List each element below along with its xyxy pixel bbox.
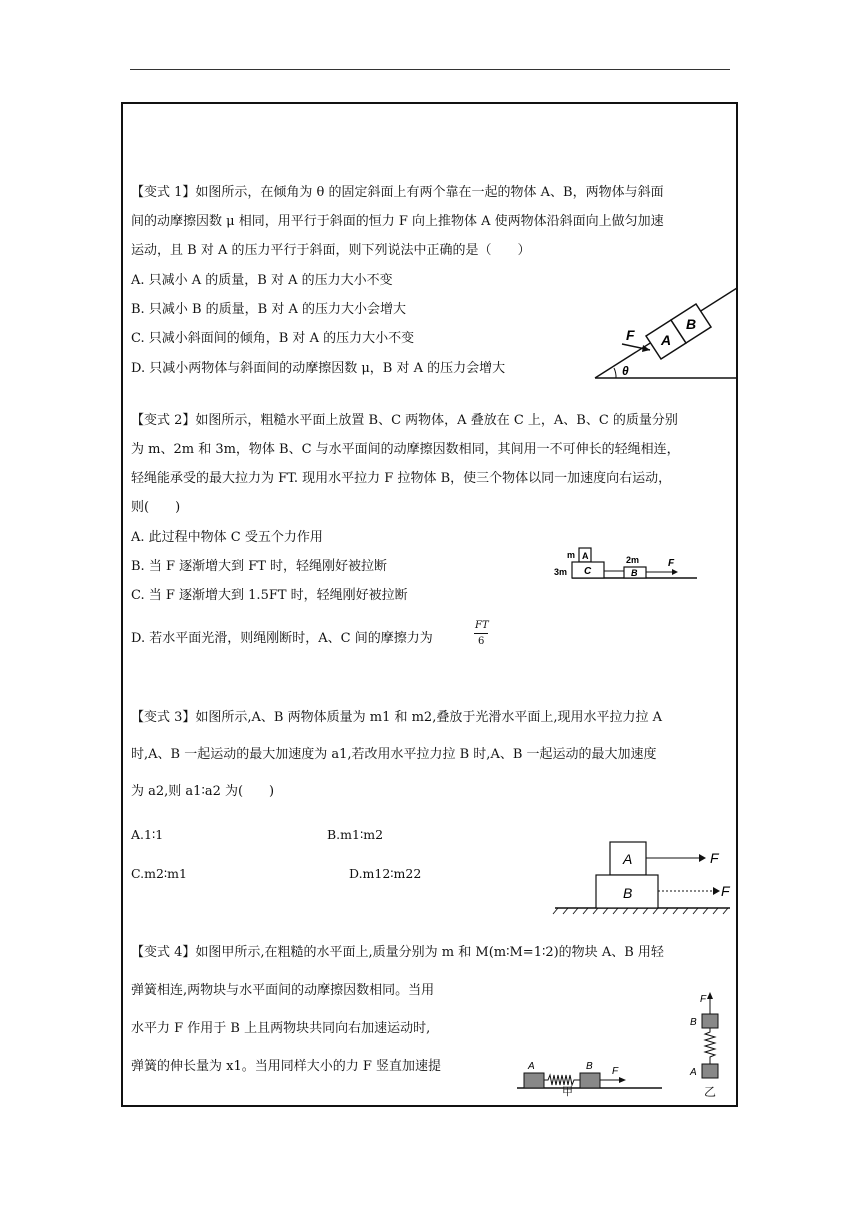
q3-line-3: 为 a2,则 a1∶a2 为( )	[131, 784, 275, 799]
q3-line-2: 时,A、B 一起运动的最大加速度为 a1,若改用水平拉力拉 B 时,A、B 一起运动的最大加速度	[131, 747, 657, 762]
jia-block-b-label: B	[586, 1061, 593, 1072]
force-on-b-label: F	[721, 883, 730, 899]
incline-block-b-label: B	[686, 316, 697, 332]
yi-block-b-label: B	[690, 1017, 697, 1028]
stacked-blocks-figure	[550, 838, 740, 916]
header-rule	[130, 69, 730, 70]
q2-option-d: D. 若水平面光滑，则绳刚断时，A、C 间的摩擦力为	[131, 631, 433, 646]
q1-option-d: D. 只减小两物体与斜面间的动摩擦因数 μ，B 对 A 的压力会增大	[131, 361, 506, 376]
spring-figure-jia	[512, 1052, 682, 1102]
q1-option-b: B. 只减小 B 的质量，B 对 A 的压力大小会增大	[131, 302, 406, 317]
block-a-label: A	[582, 551, 589, 561]
mass-3m-label: 3m	[554, 567, 568, 577]
mass-m-label: m	[567, 550, 576, 560]
q1-option-a: A. 只减小 A 的质量，B 对 A 的压力大小不变	[131, 273, 393, 288]
q2-line-2: 为 m、2m 和 3m，物体 B、C 与水平面间的动摩擦因数相同，其间用一不可伸长的轻绳相连，	[131, 442, 680, 457]
figure-jia-caption: 甲	[562, 1085, 573, 1098]
block-c-label: C	[584, 566, 592, 577]
q2-option-a: A. 此过程中物体 C 受五个力作用	[131, 530, 323, 545]
q4-line-1: 【变式 4】如图甲所示,在粗糙的水平面上,质量分别为 m 和 M(m∶M=1∶2)的物块 A、B 用轻	[131, 945, 664, 960]
incline-figure	[590, 288, 740, 383]
q1-line-1: 【变式 1】如图所示，在倾角为 θ 的固定斜面上有两个靠在一起的物体 A、B，两物体与斜面	[131, 185, 664, 200]
three-block-figure	[552, 544, 702, 584]
incline-force-label: F	[626, 327, 635, 343]
q4-line-3: 水平力 F 作用于 B 上且两物块共同向右加速运动时,	[131, 1021, 431, 1036]
q2-line-1: 【变式 2】如图所示，粗糙水平面上放置 B、C 两物体，A 叠放在 C 上，A、B、C 的质量分别	[131, 413, 678, 428]
mass-2m-label: 2m	[626, 555, 640, 565]
q3-option-d: D.m12∶m22	[349, 866, 422, 881]
q1-line-3: 运动，且 B 对 A 的压力平行于斜面，则下列说法中正确的是（ ）	[131, 243, 531, 258]
force-f-label: F	[668, 558, 675, 569]
q2-option-b: B. 当 F 逐渐增大到 FT 时，轻绳刚好被拉断	[131, 559, 388, 574]
q2-line-4: 则( )	[131, 500, 181, 515]
incline-block-a-label: A	[661, 332, 672, 348]
fraction-numerator: FT	[475, 620, 489, 631]
q2-line-3: 轻绳能承受的最大拉力为 FT. 现用水平拉力 F 拉物体 B，使三个物体以同一加速度向右运动，	[131, 471, 672, 486]
q3-option-a: A.1∶1	[131, 827, 164, 842]
q4-line-4: 弹簧的伸长量为 x1。当用同样大小的力 F 竖直加速提	[131, 1059, 442, 1074]
yi-block-a-label: A	[690, 1067, 697, 1078]
block-b-label: B	[631, 568, 638, 578]
block-a-label: A	[623, 851, 633, 867]
jia-force-label: F	[612, 1066, 619, 1077]
q3-option-b: B.m1∶m2	[327, 827, 384, 842]
fraction-denominator: 6	[478, 636, 485, 647]
force-on-a-label: F	[710, 850, 719, 866]
figure-yi-caption: 乙	[704, 1085, 717, 1099]
q1-line-2: 间的动摩擦因数 μ 相同，用平行于斜面的恒力 F 向上推物体 A 使两物体沿斜面向上做匀加速	[131, 214, 664, 229]
block-b-label: B	[623, 885, 633, 901]
q4-line-2: 弹簧相连,两物块与水平面间的动摩擦因数相同。当用	[131, 983, 435, 998]
q3-line-1: 【变式 3】如图所示,A、B 两物体质量为 m1 和 m2,叠放于光滑水平面上,现用水平拉力拉 A	[131, 710, 662, 725]
q3-option-c: C.m2∶m1	[131, 866, 187, 881]
q2-option-c: C. 当 F 逐渐增大到 1.5FT 时，轻绳刚好被拉断	[131, 588, 408, 603]
jia-block-a-label: A	[528, 1061, 535, 1072]
fraction-bar	[474, 633, 488, 634]
incline-angle-label: θ	[622, 364, 629, 378]
q1-option-c: C. 只减小斜面间的倾角，B 对 A 的压力大小不变	[131, 331, 415, 346]
yi-force-label: F	[700, 994, 707, 1005]
